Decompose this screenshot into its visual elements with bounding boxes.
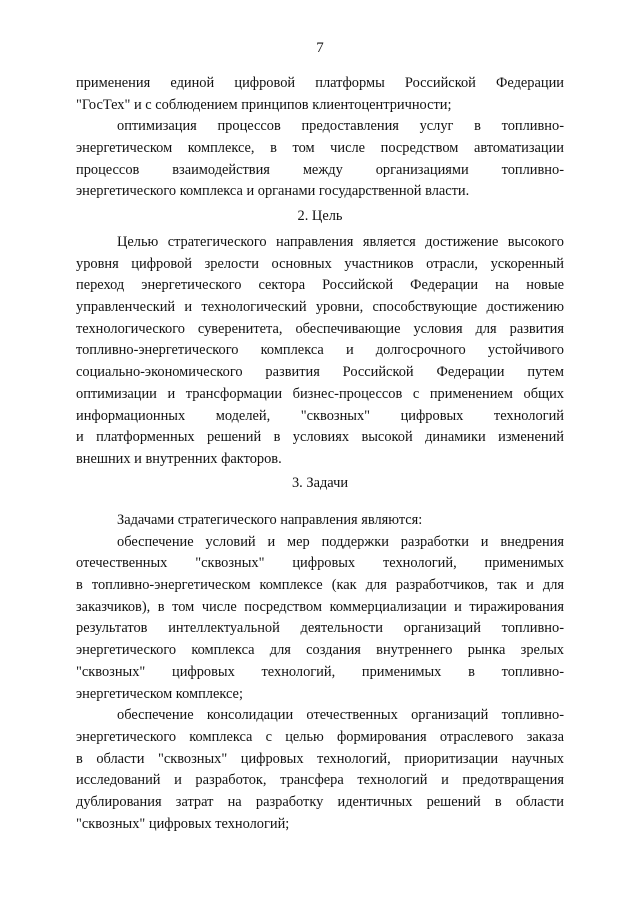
text-line: энергетического комплекса и органами государственной власти. [76,183,470,200]
text-line: социально-экономического развития Российской Федерации путем [76,364,564,381]
text-line: "сквозных" цифровых технологий; [76,815,290,832]
text-line: Целью стратегического направления является достижение высокого [117,234,564,250]
text-line: заказчиков), в том числе посредством коммерциализации и тиражирования [76,598,564,615]
paragraph-continuation [76,73,564,203]
text-line: обеспечение условий и мер поддержки разработки и внедрения [117,533,564,550]
text-line: управленческий и технологический уровни, способствующие достижению [76,299,564,316]
text-line: оптимизация процессов предоставления услуг в топливно- [117,118,564,135]
text-line: "ГосТех" и с соблюдением принципов клиентоцентричности; [76,96,452,113]
text-line: обеспечение консолидации отечественных организаций топливно- [117,707,564,724]
text-line: и платформенных решений в условиях высокой динамики изменений [76,429,564,446]
section-heading-goal: 2. Цель [297,208,343,224]
text-line: энергетического комплекса для создания внутреннего рынка зрелых [76,642,564,659]
paragraph-tasks [76,510,564,835]
section-heading-tasks: 3. Задачи [291,475,349,491]
paragraph-goal [76,232,564,471]
text-line: в области "сквозных" цифровых технологий, приоритизации научных [76,750,564,767]
page-number: 7 [316,40,324,56]
text-line: топливно-энергетического комплекса и долгосрочного устойчивого [76,342,564,359]
text-line: отечественных "сквозных" цифровых технологий, применимых [76,555,564,572]
text-line: внешних и внутренних факторов. [76,450,282,467]
text-line: уровня цифровой зрелости основных участников отрасли, ускоренный [76,255,564,272]
text-line: процессов взаимодействия между организациями топливно- [76,161,564,178]
text-line: результатов интеллектуальной деятельности организаций топливно- [76,620,564,637]
text-line: "сквозных" цифровых технологий, применимых в топливно- [76,663,564,680]
text-line: энергетическом комплексе; [76,685,243,702]
text-line: информационных моделей, "сквозных" цифровых технологий [76,407,564,424]
text-line: Задачами стратегического направления являются: [117,512,423,528]
text-line: переход энергетического сектора Российской Федерации на новые [76,277,564,294]
text-line: энергетическом комплексе, в том числе посредством автоматизации [76,140,564,157]
text-line: исследований и разработок, трансфера технологий и предотвращения [76,772,564,789]
text-line: в топливно-энергетическом комплексе (как для разработчиков, так и для [76,577,564,594]
text-line: применения единой цифровой платформы Российской Федерации [76,75,564,91]
text-line: оптимизации и трансформации бизнес-процессов с применением общих [76,385,564,402]
text-line: технологического суверенитета, обеспечивающие условия для развития [76,320,564,337]
text-line: дублирования затрат на разработку идентичных решений в области [76,793,564,810]
text-line: энергетического комплекса с целью формирования отраслевого заказа [76,728,564,745]
